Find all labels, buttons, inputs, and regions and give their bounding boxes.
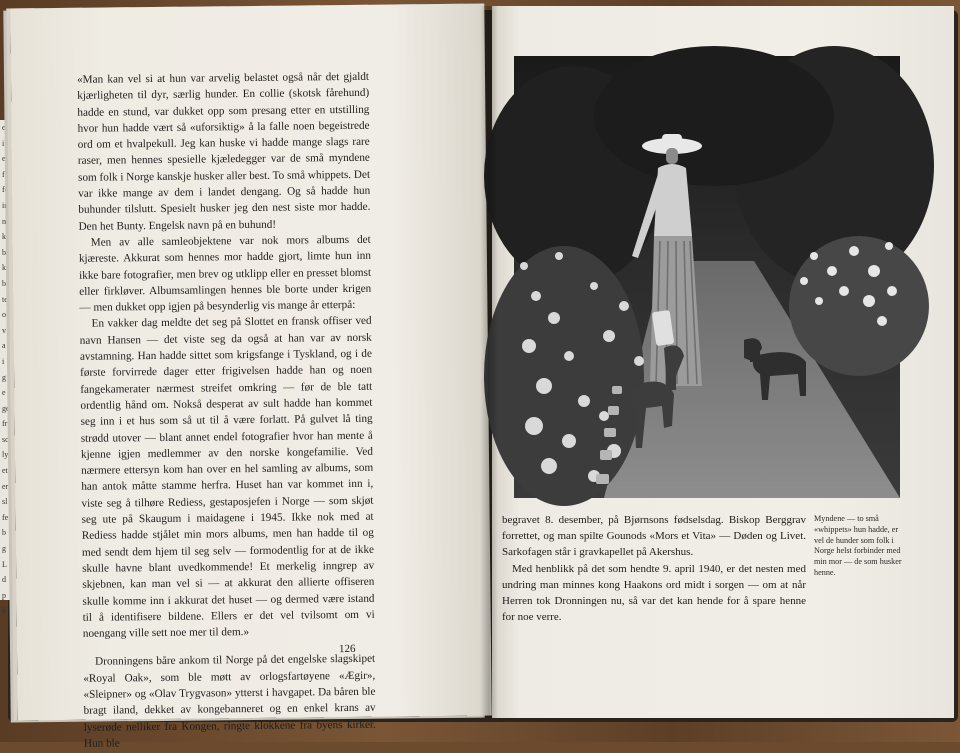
paragraph-april-1940: Med henblikk på det som hendte 9. april 1940, er det nesten med undring man minnes kong Haakons ord midt i sorgen — om at når Herren tok Dronningen nu, så var det kan hende for å spare henne for noe verre.	[502, 562, 806, 624]
fragment-text: er	[2, 481, 9, 491]
fragment-text: i	[2, 356, 5, 366]
continued-text	[502, 512, 806, 625]
photo-caption: Myndene — to små «whippets» hun hadde, er vel de hunder som folk i Norge helst forbinder med min mor — de som husker henne.	[814, 514, 902, 577]
paragraph-burial: begravet 8. desember, på Bjørnsons fødselsdag. Biskop Berggrav forrettet, og man spilte Gounods «Mors et Vita» — Døden og Livet. Sarkofagen står i gravkapellet på Akershus.	[502, 514, 806, 559]
page-number: 126	[338, 642, 356, 656]
paragraph-albums: Men av alle samleobjektene var nok mors albums det kjæreste. Akkurat som hennes mor hadde gjort, limte hun inn ikke bare fotografier, men brev og utklipp eller en presset blomst eller firkløver. Albumsamlingen hennes ble borte under krigen — men dukket opp igjen på besynderlig vis mange år etterpå:	[78, 233, 372, 314]
fragment-text: n	[2, 216, 6, 226]
fragment-text: a	[2, 341, 6, 351]
fragment-text: b	[2, 247, 6, 257]
fragment-text: v	[2, 325, 6, 335]
fragment-text: ol	[2, 310, 9, 320]
photo-woman-with-whippets	[514, 56, 900, 498]
fragment-text: fe	[2, 512, 9, 522]
book-gutter	[480, 6, 498, 718]
fragment-text: fc	[2, 185, 9, 195]
fragment-text: d	[2, 575, 6, 585]
fragment-text: fr	[2, 419, 8, 429]
paragraph-royal-oak: Dronningens båre ankom til Norge på det engelske slagskipet «Royal Oak», som ble møtt av orlogsfartøyene «Ægir», «Sleipner» og «Olav Trygvason» ytterst i havgapet. Da båren ble bragt iland, dekket av kongebanneret og en enkel krans av lyserøde nelliker fra Kongen, ringte klokkene fra byens kirker. Hun ble	[83, 653, 376, 750]
fragment-text: i	[2, 138, 5, 148]
fragment-text: sl	[2, 497, 8, 507]
fragment-text: ir	[2, 200, 7, 210]
paragraph-hansen: En vakker dag meldte det seg på Slottet en fransk offiser ved navn Hansen — det viste seg da også at han var av norsk avstamning. Han hadde sittet som krigsfange i Tyskland, og i de første forvirrede dager etter frigivelsen hadde han og noen fangekamerater nærmest streifet omkring — før de ble tatt ordentlig hånd om. Nokså desperat av sult hadde han kommet seg inn i et hus som så ut til å være forlatt. På gulvet lå ting strødd utover — blant annet endel fotografier hvor han mente å kjenne igjen medlemmer av den norske kongefamilie. Ved nærmere ettersyn kom han over en hel samling av albums, som han antok måtte stamme herfra. Huset han var kommet inn i, viste seg å tilhøre Rediess, gestaposjefen i Norge — som skjøt seg ute på Skaugum i maidagene i 1945. Ikke nok med at Rediess hadde stjålet min mors albums, men han hadde til og med sendt dem hjem til seg selv — formodentlig for at de ikke skulle havne blant uvedkommende! Et merkelig inngrep av skjebnen, kan man vel si — at akkurat den allierte offiseren skulle komme inn i akkurat det huset — og dermed være istand til å identifisere bildene. Ellers er det vel tvilsomt om vi noengang ville sett noe mer til dem.»	[79, 315, 375, 640]
fragment-text: ly	[2, 450, 9, 460]
fragment-text: k	[2, 606, 6, 616]
right-page	[492, 6, 954, 718]
fragment-text: g	[2, 372, 6, 382]
fragment-text: et	[2, 466, 8, 476]
fragment-text: k	[2, 232, 6, 242]
fragment-text: p	[2, 590, 6, 600]
fragment-text: et	[2, 154, 8, 164]
fragment-text: e	[2, 388, 6, 398]
fragment-text: ge	[2, 403, 10, 413]
body-text	[77, 69, 376, 752]
left-page	[10, 4, 491, 750]
fragment-text: g	[2, 544, 6, 554]
fragment-text: sc	[2, 434, 9, 444]
fragment-text: k	[2, 263, 6, 273]
fragment-text: e	[2, 123, 6, 132]
fragment-text: f	[2, 169, 5, 179]
fragment-text: b	[2, 278, 6, 288]
fragment-text: te	[2, 294, 8, 304]
fragment-text: L	[2, 559, 7, 569]
paragraph-quote-start: «Man kan vel si at hun var arvelig belastet også når det gjaldt kjærligheten til dyr, særlig hunder. En collie (skotsk fårehund) hadde en stund, var dukket opp som presang etter en utstilling hvor hun hadde vært så «uforsiktig» å la falle noen begeistrede ord om et hvalpekull. Jeg kan huske vi hadde mange slags rare raser, men hennes spesielle kjæledegger var de små myndene som folk i Norge kanskje husker aller best. To små whippets. Det var ikke mange av dem i landet dengang. Og så hadde hun buhunder tilslutt. Spesielt husker jeg den nest siste mor hadde. Den het Bunty. Engelsk navn på en buhund!	[76, 70, 371, 233]
fragment-text: b	[2, 528, 6, 538]
